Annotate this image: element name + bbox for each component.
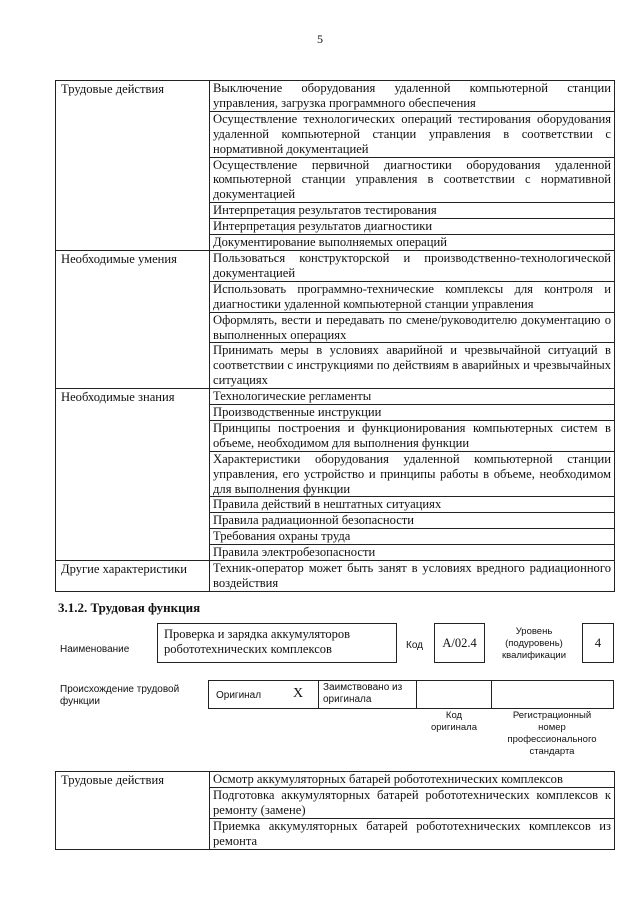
table-row	[56, 81, 615, 112]
requirement-item: Требования охраны труда	[210, 529, 615, 545]
origin-label: Происхождение трудовой функции	[60, 684, 180, 707]
requirement-item: Принципы построения и функционирования компьютерных систем в объеме, необходимом для выполнения функции	[210, 420, 615, 451]
name-label: Наименование	[60, 644, 130, 655]
requirement-item: Интерпретация результатов диагностики	[210, 219, 615, 235]
group-label: Необходимые знания	[56, 389, 210, 561]
requirement-item: Правила радиационной безопасности	[210, 513, 615, 529]
table-row	[56, 250, 615, 281]
requirement-item: Документирование выполняемых операций	[210, 235, 615, 251]
code-caption: Код оригинала	[430, 710, 477, 733]
requirement-item: Выключение оборудования удаленной компьютерной станции управления, загрузка программного обеспечения	[210, 81, 615, 112]
code-value: А/02.4	[442, 636, 477, 650]
requirement-item: Осуществление первичной диагностики оборудования удаленной компьютерной станции управления в соответствии с нормативной документацией	[210, 157, 615, 203]
table-row	[56, 561, 615, 592]
group-label: Трудовые действия	[56, 772, 210, 850]
table-row	[56, 389, 615, 405]
original-label: Оригинал	[216, 690, 262, 701]
level-value-box	[582, 623, 614, 663]
code-value-box	[434, 623, 485, 663]
labor-actions-table-body	[56, 772, 615, 850]
competency-table-body	[56, 81, 615, 592]
name-value: Проверка и зарядка аккумуляторов робототехнических комплексов	[164, 627, 351, 656]
section-heading: 3.1.2. Трудовая функция	[58, 600, 201, 615]
borrowed-label: Заимствовано из оригинала	[323, 682, 403, 705]
requirement-item: Использовать программно-технические комплексы для контроля и диагностики удаленной компьютерной станции управления	[210, 281, 615, 312]
group-label: Необходимые умения	[56, 250, 210, 388]
group-label: Другие характеристики	[56, 561, 210, 592]
origin-divider-3	[491, 680, 492, 709]
page-number: 5	[317, 32, 323, 46]
name-value-box	[157, 623, 397, 663]
original-mark: X	[293, 686, 304, 701]
code-label: Код	[406, 640, 424, 651]
reg-caption: Регистрационный номер профессионального стандарта	[507, 710, 597, 757]
group-label: Трудовые действия	[56, 81, 210, 251]
requirement-item: Правила действий в нештатных ситуациях	[210, 497, 615, 513]
requirement-item: Пользоваться конструкторской и производственно-технологической документацией	[210, 250, 615, 281]
requirement-item: Подготовка аккумуляторных батарей робототехнических комплексов к ремонту (замене)	[210, 787, 615, 818]
requirement-item: Принимать меры в условиях аварийной и чрезвычайной ситуаций в соответствии с инструкциями по действиям в аварийных и чрезвычайных ситуациях	[210, 343, 615, 389]
requirement-item: Осмотр аккумуляторных батарей робототехнических комплексов	[210, 772, 615, 788]
requirement-item: Характеристики оборудования удаленной компьютерной станции управления, его устройство и принципы работы в объеме, необходимом для выполнения функции	[210, 451, 615, 497]
origin-divider-1	[318, 680, 319, 709]
requirement-item: Правила электробезопасности	[210, 545, 615, 561]
requirement-item: Интерпретация результатов тестирования	[210, 203, 615, 219]
origin-divider-2	[416, 680, 417, 709]
level-value: 4	[594, 636, 602, 650]
level-label: Уровень (подуровень) квалификации	[501, 626, 567, 661]
requirement-item: Технологические регламенты	[210, 389, 615, 405]
requirement-item: Осуществление технологических операций тестирования оборудования удаленной компьютерной станции управления в соответствии с нормативной документацией	[210, 111, 615, 157]
labor-actions-table	[55, 771, 615, 850]
requirement-item: Производственные инструкции	[210, 405, 615, 421]
requirement-item: Приемка аккумуляторных батарей робототехнических комплексов из ремонта	[210, 818, 615, 849]
competency-table	[55, 80, 615, 592]
requirement-item: Техник-оператор может быть занят в условиях вредного радиационного воздействия	[210, 561, 615, 592]
table-row	[56, 772, 615, 788]
requirement-item: Оформлять, вести и передавать по смене/руководителю документацию о выполненных операциях	[210, 312, 615, 343]
